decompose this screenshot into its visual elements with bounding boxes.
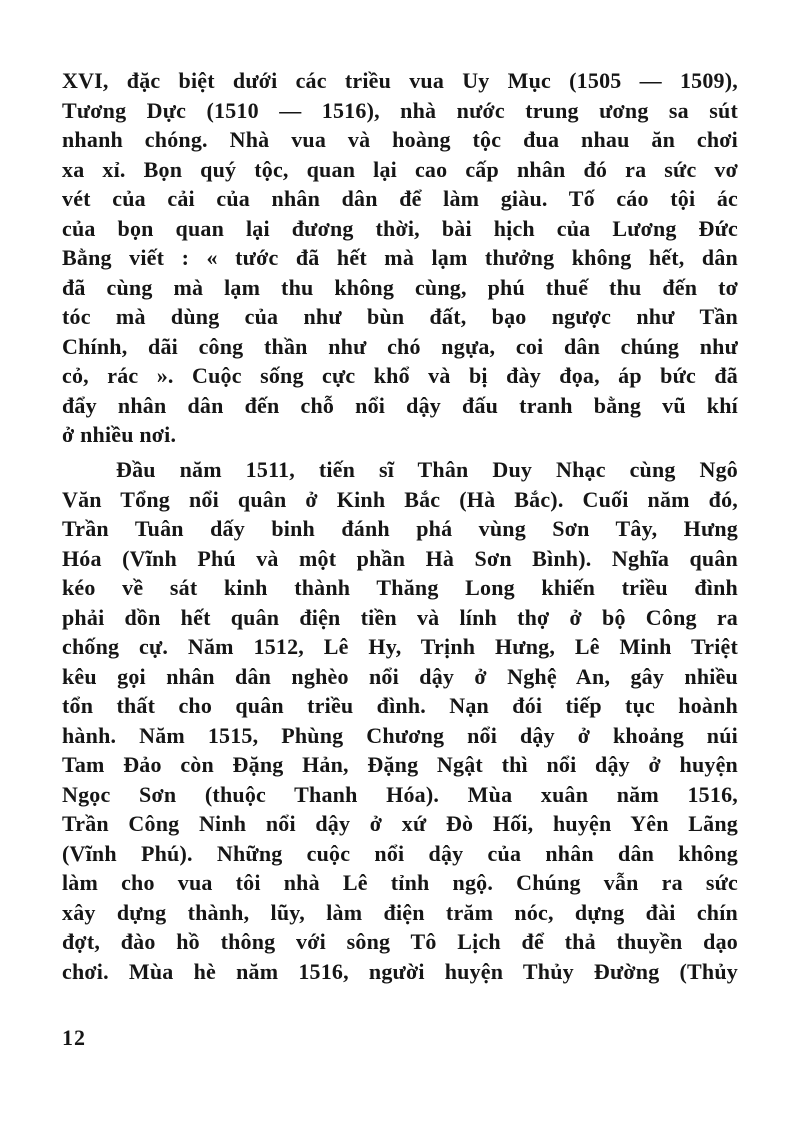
text-line: chơi. Mùa hè năm 1516, người huyện Thủy Đường (Thủy	[62, 958, 738, 984]
text-line: Ngọc Sơn (thuộc Thanh Hóa). Mùa xuân năm 1516,	[62, 781, 738, 807]
text-line: hành. Năm 1515, Phùng Chương nổi dậy ở khoảng núi	[62, 722, 738, 748]
text-line: kêu gọi nhân dân nghèo nổi dậy ở Nghệ An, gây nhiều	[62, 663, 738, 689]
text-line: Hóa (Vĩnh Phú và một phần Hà Sơn Bình). Nghĩa quân	[62, 545, 738, 571]
text-line: đẩy nhân dân đến chỗ nổi dậy đấu tranh bằng vũ khí	[62, 392, 738, 418]
text-line: xây dựng thành, lũy, làm điện trăm nóc, dựng đài chín	[62, 899, 738, 925]
text-line: xa xỉ. Bọn quý tộc, quan lại cao cấp nhân đó ra sức vơ	[62, 156, 738, 182]
text-line: ở nhiều nơi.	[62, 422, 177, 447]
text-line: đã cùng mà lạm thu không cùng, phú thuế thu đến tơ	[62, 274, 738, 300]
text-line: của bọn quan lại đương thời, bài hịch của Lương Đức	[62, 215, 738, 241]
text-line: Văn Tổng nổi quân ở Kinh Bắc (Hà Bắc). Cuối năm đó,	[62, 486, 738, 512]
text-line: đợt, đào hồ thông với sông Tô Lịch để thả thuyền dạo	[62, 929, 738, 954]
text-line: Tam Đảo còn Đặng Hản, Đặng Ngật thì nổi dậy ở huyện	[62, 752, 738, 777]
text-line: Chính, dãi công thần như chó ngựa, coi dân chúng như	[62, 333, 738, 359]
text-line: XVI, đặc biệt dưới các triều vua Uy Mục (1505 — 1509),	[62, 68, 738, 93]
page-number: 12	[62, 1025, 86, 1050]
text-line: phải dồn hết quân điện tiền và lính thợ ở bộ Công ra	[62, 604, 738, 630]
paragraph-2	[62, 455, 738, 986]
text-line: Bằng viết : « tước đã hết mà lạm thưởng không hết, dân	[62, 245, 738, 270]
text-line: vét của cải của nhân dân để làm giàu. Tố cáo tội ác	[62, 186, 738, 211]
text-line: Trần Tuân dấy binh đánh phá vùng Sơn Tây, Hưng	[62, 516, 738, 541]
text-line: Tương Dực (1510 — 1516), nhà nước trung ương sa sút	[62, 97, 738, 123]
text-line: chống cự. Năm 1512, Lê Hy, Trịnh Hưng, Lê Minh Triệt	[62, 634, 738, 659]
text-line: tóc mà dùng của như bùn đất, bạo ngược như Tần	[62, 304, 738, 329]
text-line: làm cho vua tôi nhà Lê tỉnh ngộ. Chúng vẫn ra sức	[62, 870, 738, 895]
text-line: tổn thất cho quân triều đình. Nạn đói tiếp tục hoành	[62, 693, 738, 718]
text-line: Đầu năm 1511, tiến sĩ Thân Duy Nhạc cùng Ngô	[116, 457, 738, 482]
text-line: (Vĩnh Phú). Những cuộc nổi dậy của nhân dân không	[62, 840, 738, 866]
text-line: nhanh chóng. Nhà vua và hoàng tộc đua nhau ăn chơi	[62, 127, 738, 152]
text-line: kéo về sát kinh thành Thăng Long khiến triều đình	[62, 575, 738, 600]
text-line: cỏ, rác ». Cuộc sống cực khổ và bị đày đọa, áp bức đã	[62, 363, 738, 388]
paragraph-1	[62, 66, 738, 450]
text-line: Trần Công Ninh nổi dậy ở xứ Đò Hối, huyện Yên Lãng	[62, 811, 738, 836]
